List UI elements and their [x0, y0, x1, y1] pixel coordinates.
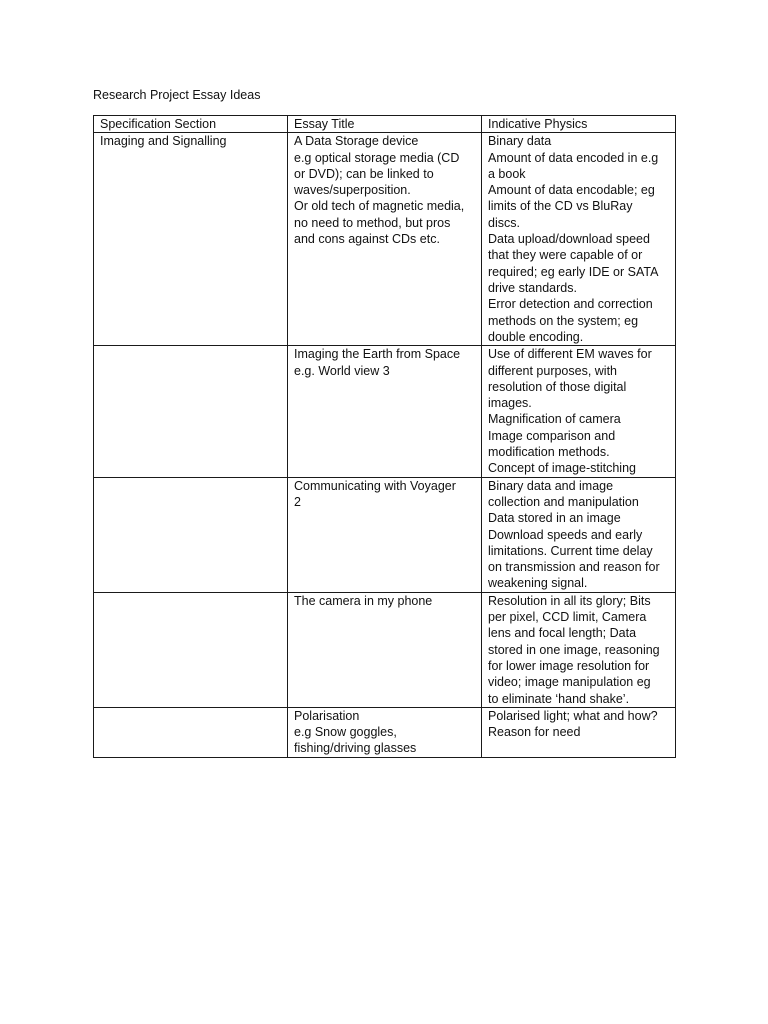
cell-essay-title [288, 707, 482, 757]
cell-text-line: drive standards. [488, 280, 577, 295]
cell-essay-title [288, 477, 482, 592]
cell-text-line: Amount of data encodable; eg [488, 183, 655, 198]
cell-essay-title [288, 592, 482, 707]
cell-indicative-physics [482, 477, 676, 592]
cell-text-line: for lower image resolution for [488, 658, 650, 673]
cell-text-line: Binary data and image [488, 478, 614, 493]
cell-essay-title [288, 346, 482, 477]
cell-text-line: or DVD); can be linked to [294, 166, 434, 181]
cell-text-line: double encoding. [488, 329, 584, 344]
cell-essay-title [288, 133, 482, 346]
cell-text-line: required; eg early IDE or SATA [488, 264, 659, 279]
cell-text-line: Download speeds and early [488, 527, 643, 542]
cell-text-line: fishing/driving glasses [294, 741, 417, 756]
cell-text-line: Polarisation [294, 708, 360, 723]
cell-text-line: weakening signal. [488, 576, 588, 591]
table-row [94, 133, 676, 346]
cell-text-line: Use of different EM waves for [488, 347, 652, 362]
cell-text-line: 2 [294, 494, 301, 509]
cell-text-line: Or old tech of magnetic media, [294, 199, 465, 214]
cell-specification-section [94, 707, 288, 757]
cell-text-line: Communicating with Voyager [294, 478, 456, 493]
cell-text-line: that they were capable of or [488, 248, 643, 263]
cell-text-line: Error detection and correction [488, 297, 653, 312]
document-title: Research Project Essay Ideas [93, 88, 261, 102]
cell-text-line: to eliminate ‘hand shake’. [488, 691, 630, 706]
header-indicative-physics: Indicative Physics [482, 116, 676, 133]
cell-text-line: e.g optical storage media (CD [294, 150, 460, 165]
cell-specification-section [94, 592, 288, 707]
table-row [94, 346, 676, 477]
table-row [94, 592, 676, 707]
cell-text-line: Concept of image-stitching [488, 461, 636, 476]
cell-text-line: Imaging and Signalling [100, 134, 227, 149]
cell-text-line: no need to method, but pros [294, 215, 451, 230]
cell-text-line: discs. [488, 215, 520, 230]
cell-text-line: different purposes, with [488, 363, 618, 378]
cell-text-line: waves/superposition. [294, 183, 411, 198]
cell-text-line: Image comparison and [488, 428, 616, 443]
cell-text-line: Polarised light; what and how? [488, 708, 658, 723]
cell-text-line: Reason for need [488, 725, 581, 740]
cell-text-line: per pixel, CCD limit, Camera [488, 610, 647, 625]
cell-specification-section [94, 133, 288, 346]
cell-indicative-physics [482, 346, 676, 477]
cell-text-line: Amount of data encoded in e.g [488, 150, 659, 165]
cell-indicative-physics [482, 592, 676, 707]
cell-specification-section [94, 346, 288, 477]
cell-indicative-physics [482, 707, 676, 757]
cell-text-line: Binary data [488, 134, 552, 149]
cell-text-line: collection and manipulation [488, 494, 639, 509]
cell-text-line: A Data Storage device [294, 134, 419, 149]
cell-text-line: limits of the CD vs BluRay [488, 199, 633, 214]
cell-text-line: images. [488, 396, 532, 411]
cell-text-line: Resolution in all its glory; Bits [488, 593, 651, 608]
table-header-row [94, 116, 676, 133]
cell-text-line: e.g. World view 3 [294, 363, 390, 378]
cell-text-line: methods on the system; eg [488, 313, 639, 328]
table-body [94, 133, 676, 757]
cell-text-line: e.g Snow goggles, [294, 725, 397, 740]
cell-text-line: Data stored in an image [488, 511, 621, 526]
table-row [94, 707, 676, 757]
cell-text-line: Data upload/download speed [488, 232, 650, 247]
cell-text-line: video; image manipulation eg [488, 675, 651, 690]
header-specification-section: Specification Section [94, 116, 288, 133]
essay-ideas-table [93, 115, 676, 758]
header-essay-title: Essay Title [288, 116, 482, 133]
cell-specification-section [94, 477, 288, 592]
table-row [94, 477, 676, 592]
cell-text-line: stored in one image, reasoning [488, 642, 660, 657]
cell-text-line: a book [488, 166, 526, 181]
cell-text-line: limitations. Current time delay [488, 543, 653, 558]
cell-text-line: on transmission and reason for [488, 560, 660, 575]
cell-text-line: resolution of those digital [488, 379, 627, 394]
cell-text-line: The camera in my phone [294, 593, 433, 608]
cell-text-line: modification methods. [488, 445, 610, 460]
cell-text-line: and cons against CDs etc. [294, 232, 440, 247]
cell-indicative-physics [482, 133, 676, 346]
cell-text-line: Imaging the Earth from Space [294, 347, 461, 362]
cell-text-line: lens and focal length; Data [488, 626, 637, 641]
cell-text-line: Magnification of camera [488, 412, 621, 427]
